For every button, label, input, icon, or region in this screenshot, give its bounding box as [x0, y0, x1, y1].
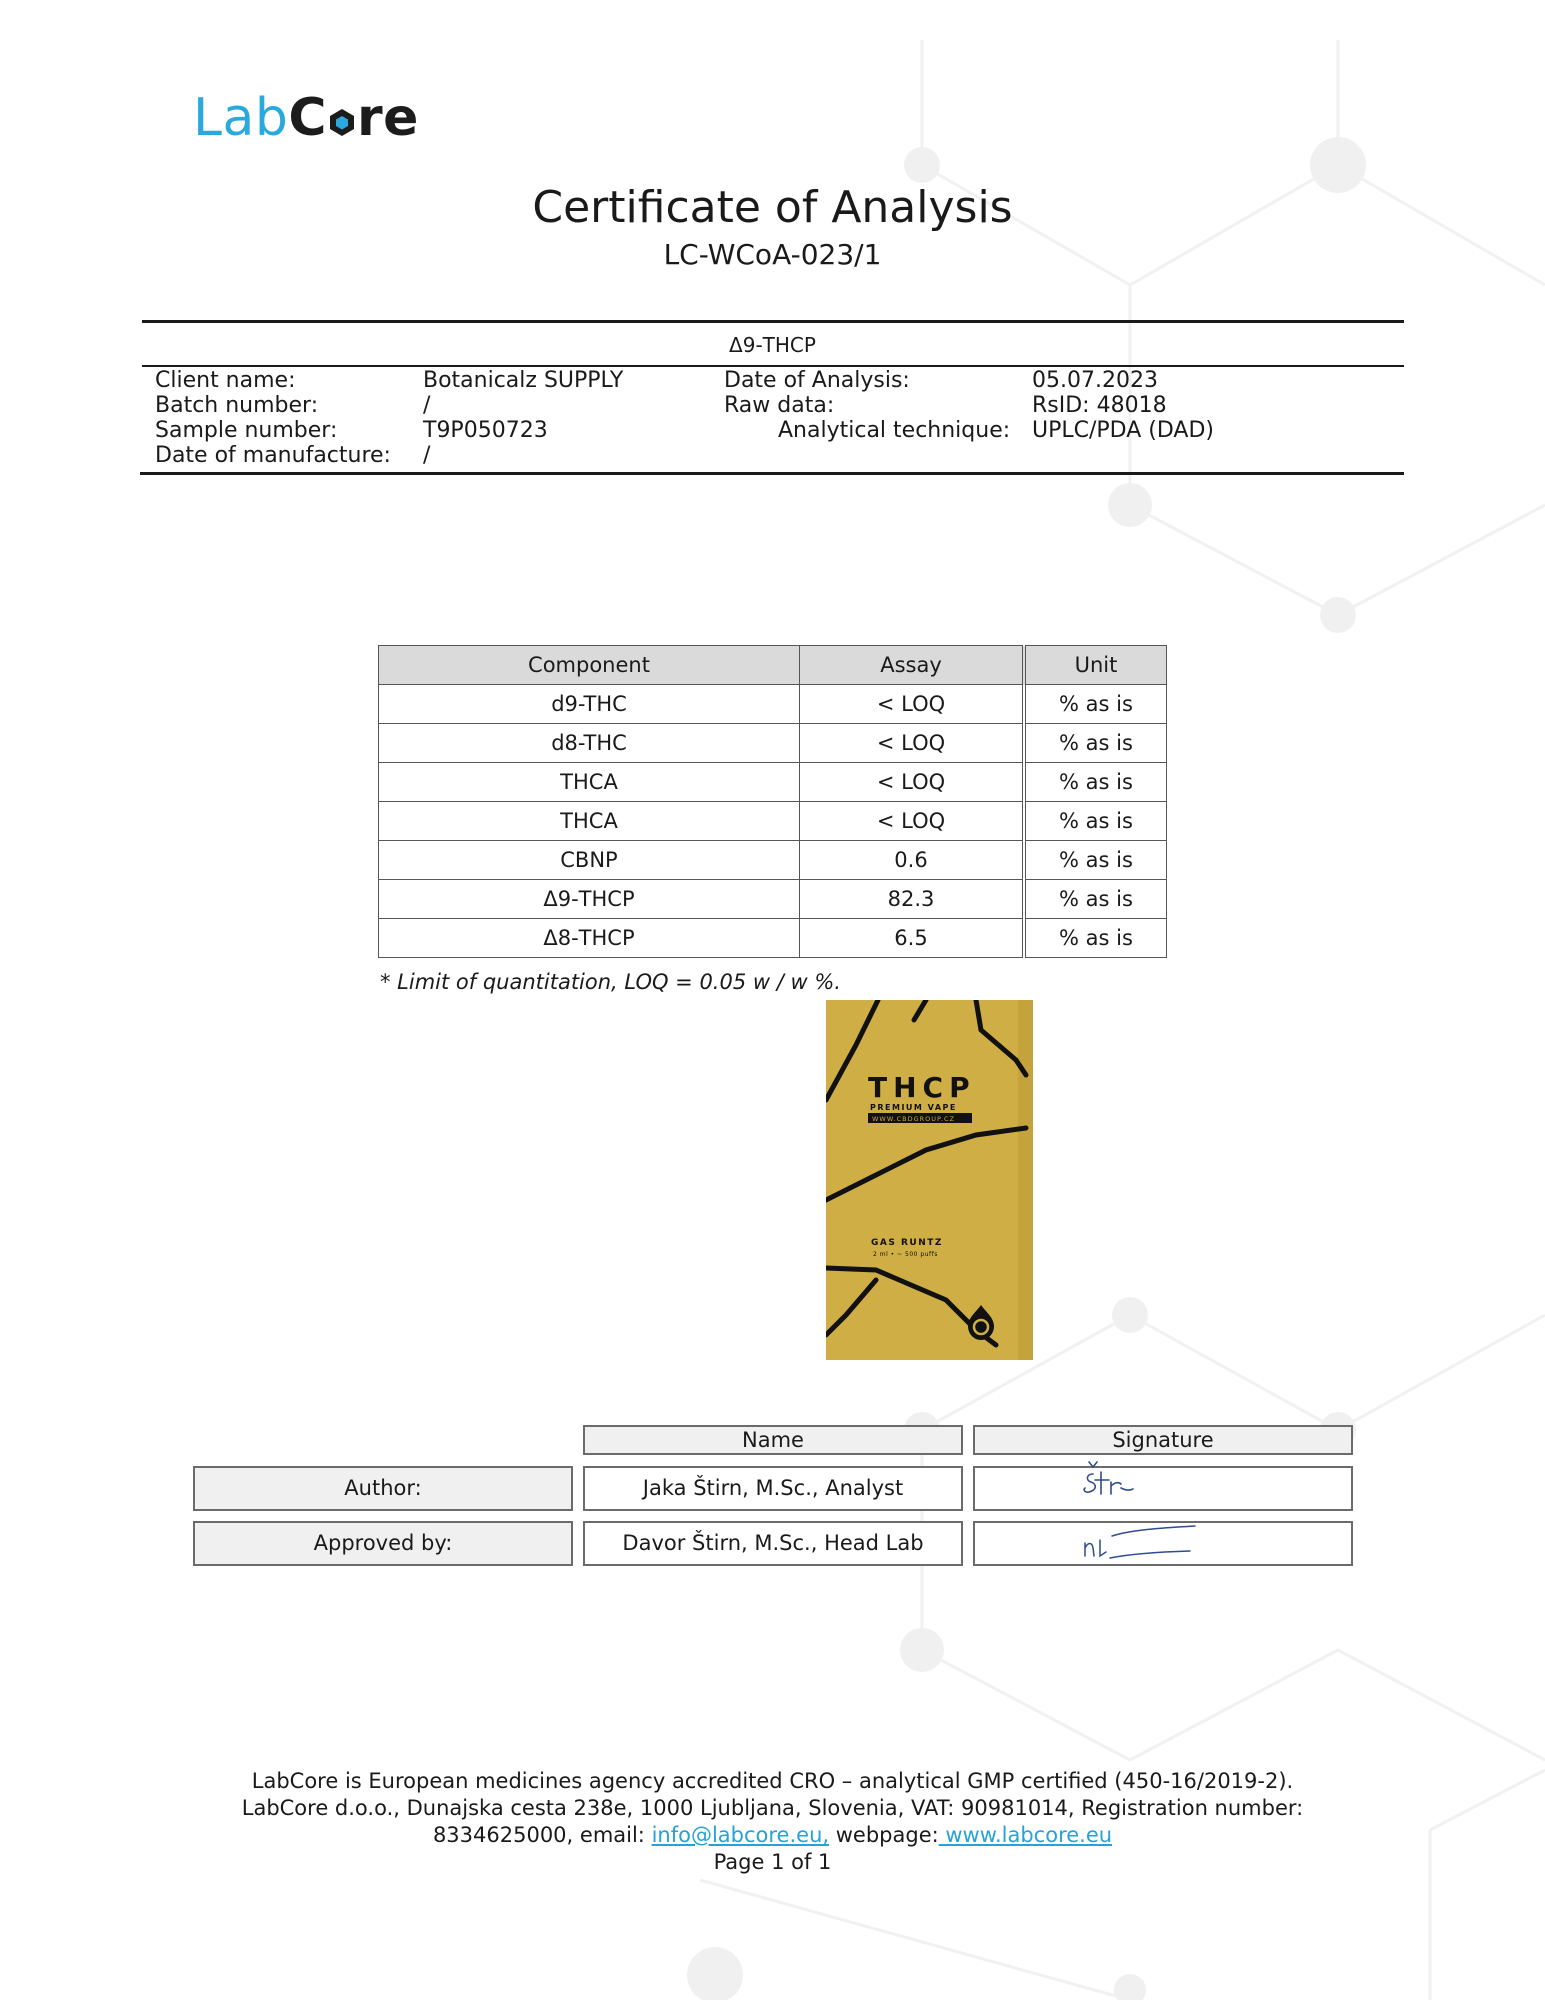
results-table [378, 645, 1167, 958]
approver-signature-scribble [1080, 1518, 1200, 1563]
footer-registration: 8334625000, email: [432, 1823, 652, 1847]
client-name-label: Client name: [155, 368, 296, 393]
unit-cell: % as is [1024, 685, 1167, 724]
product-box-image [826, 1000, 1033, 1360]
product-brand: THCP [868, 1071, 976, 1104]
date-of-analysis-value: 05.07.2023 [1032, 368, 1158, 393]
author-label: Author: [193, 1466, 573, 1511]
sample-number-label: Sample number: [155, 418, 338, 443]
footer-accreditation: LabCore is European medicines agency accredited CRO – analytical GMP certified (450-16/2019-2). [251, 1769, 1294, 1793]
product-name: Δ9-THCP [729, 333, 816, 357]
batch-number-label: Batch number: [155, 393, 319, 418]
component-cell: Δ9-THCP [379, 880, 800, 919]
webpage-label: webpage: [829, 1823, 939, 1847]
footer-contact [0, 1822, 1545, 1849]
assay-cell: < LOQ [800, 685, 1025, 724]
signature-column-header: Signature [973, 1425, 1353, 1455]
table-row [379, 841, 1167, 880]
client-name-value: Botanicalz SUPPLY [423, 368, 624, 393]
info-right-labels [724, 368, 1010, 443]
date-of-analysis-label: Date of Analysis: [724, 368, 910, 393]
batch-number-value: / [423, 393, 431, 418]
product-website: WWW.CBDGROUP.CZ [872, 1115, 955, 1123]
unit-cell: % as is [1024, 919, 1167, 958]
info-left-values [423, 368, 623, 468]
info-left-labels [155, 368, 391, 468]
info-right-values [1032, 368, 1214, 443]
unit-cell: % as is [1024, 880, 1167, 919]
analytical-technique-label: Analytical technique: [778, 418, 1011, 443]
labcore-logo: LabC re [193, 88, 419, 148]
page-number: Page 1 of 1 [713, 1850, 832, 1874]
assay-cell: < LOQ [800, 763, 1025, 802]
unit-cell: % as is [1024, 763, 1167, 802]
results-header-row [379, 646, 1167, 685]
author-name: Jaka Štirn, M.Sc., Analyst [583, 1466, 963, 1511]
assay-cell: 82.3 [800, 880, 1025, 919]
email-link[interactable]: info@labcore.eu, [651, 1823, 830, 1847]
table-row [379, 802, 1167, 841]
loq-note: * Limit of quantitation, LOQ = 0.05 w / w %. [380, 970, 841, 994]
table-row [379, 724, 1167, 763]
component-cell: THCA [379, 802, 800, 841]
unit-header: Unit [1024, 646, 1167, 685]
product-subtitle: PREMIUM VAPE [870, 1103, 957, 1112]
webpage-link[interactable]: www.labcore.eu [938, 1823, 1113, 1847]
assay-cell: 6.5 [800, 919, 1025, 958]
author-signature-box [973, 1466, 1353, 1511]
table-row [379, 919, 1167, 958]
date-of-manufacture-value: / [423, 443, 431, 468]
sample-number-value: T9P050723 [423, 418, 548, 443]
date-of-manufacture-label: Date of manufacture: [155, 443, 391, 468]
footer-address: LabCore d.o.o., Dunajska cesta 238e, 1000 Ljubljana, Slovenia, VAT: 90981014, Registration number: [241, 1796, 1304, 1820]
raw-data-value: RsID: 48018 [1032, 393, 1167, 418]
approver-label: Approved by: [193, 1521, 573, 1566]
name-column-header: Name [583, 1425, 963, 1455]
product-volume: 2 ml • ~ 500 puffs [873, 1251, 938, 1258]
component-cell: THCA [379, 763, 800, 802]
assay-cell: < LOQ [800, 724, 1025, 763]
hexagon-logo-icon [327, 107, 357, 137]
analytical-technique-value: UPLC/PDA (DAD) [1032, 418, 1214, 443]
assay-header: Assay [800, 646, 1025, 685]
mid-rule [142, 365, 1404, 367]
component-cell: Δ8-THCP [379, 919, 800, 958]
component-cell: d8-THC [379, 724, 800, 763]
component-cell: CBNP [379, 841, 800, 880]
page-title: Certificate of Analysis [532, 182, 1013, 233]
unit-cell: % as is [1024, 724, 1167, 763]
assay-cell: < LOQ [800, 802, 1025, 841]
component-header: Component [379, 646, 800, 685]
unit-cell: % as is [1024, 841, 1167, 880]
document-number: LC-WCoA-023/1 [663, 238, 882, 271]
unit-cell: % as is [1024, 802, 1167, 841]
bottom-rule [140, 472, 1404, 475]
footer [0, 1768, 1545, 1876]
table-row [379, 685, 1167, 724]
component-cell: d9-THC [379, 685, 800, 724]
assay-cell: 0.6 [800, 841, 1025, 880]
table-row [379, 763, 1167, 802]
author-signature-scribble [1075, 1458, 1155, 1503]
top-rule [142, 320, 1404, 323]
table-row [379, 880, 1167, 919]
raw-data-label: Raw data: [724, 393, 835, 418]
product-flavor: GAS RUNTZ [871, 1238, 943, 1248]
approver-name: Davor Štirn, M.Sc., Head Lab [583, 1521, 963, 1566]
